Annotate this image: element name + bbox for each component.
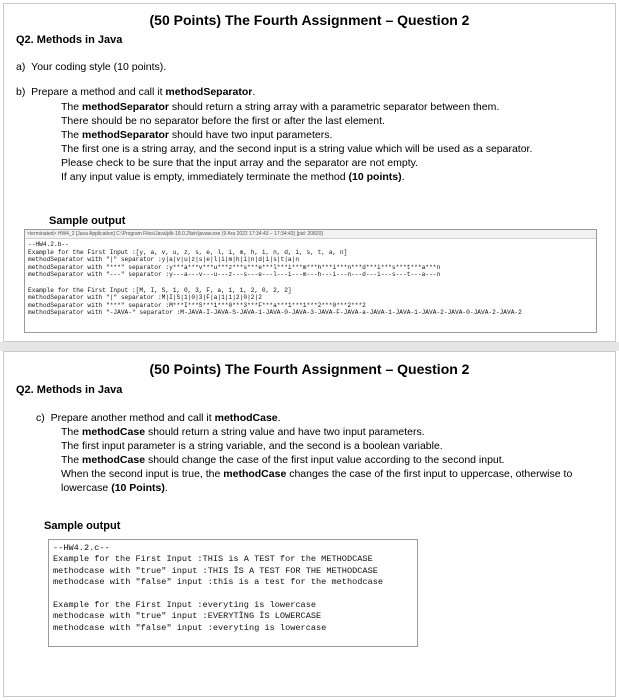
- console-line: methodSeparator with "|" separator :M|I|S|1|0|3|F|a|1|1|2|0|2|2: [28, 294, 262, 302]
- assignment-page-part-c: [3, 351, 616, 697]
- console-line: methodSeparator with "***" separator :M***I***S***1***0***3***F***a***1***1***2***0***2***2: [28, 301, 366, 309]
- console-line: Example for the First Input :THIS is A TEST for the METHODCASE: [53, 554, 373, 565]
- desc-line: The first input parameter is a string variable, and the second is a boolean variable.: [61, 440, 443, 452]
- console-line: Example for the First Input :[M, I, S, 1, 0, 3, F, a, 1, 1, 2, 0, 2, 2]: [28, 286, 292, 294]
- page-separator: [0, 342, 619, 351]
- console-line: methodSeparator with "***" separator :y***a***v***u***z***s***e***l***i***m***h***i***n***d***i***s***t***a***n: [28, 263, 441, 271]
- console-line: --HW4.2.c--: [53, 543, 110, 553]
- console-header: <terminated> HW4_2 [Java Application] C:\Program Files\Java\jdk-18.0.2\bin\javaw.exe (9 Ara 2022 17:34:43 – 17:34:43) [pid: 20820]: [25, 230, 596, 239]
- page-title: (50 Points) The Fourth Assignment – Question 2: [149, 12, 470, 28]
- desc-line: The methodCase should change the case of the first input value according to the second input.: [61, 454, 505, 466]
- page-title: (50 Points) The Fourth Assignment – Question 2: [149, 361, 470, 377]
- console-line: Example for the First Input :everyting is lowercase: [53, 600, 317, 610]
- desc-line: There should be no separator before the first or after the last element.: [61, 115, 385, 127]
- desc-line: The methodSeparator should return a string array with a parametric separator between them.: [61, 101, 500, 113]
- console-line: methodSeparator with "---" separator :y---a---v---u---z---s---e---l---i---m---h---i---n---d---i---s---t---a---n: [28, 271, 441, 279]
- console-line: methodcase with "true" input :THIS ĪS A TEST FOR THE METHODCASE: [53, 565, 378, 576]
- desc-line: The methodCase should return a string value and have two input parameters.: [61, 426, 425, 438]
- question-heading: Q2. Methods in Java: [16, 34, 123, 46]
- console-line: methodSeparator with "-JAVA-" separator :M-JAVA-I-JAVA-S-JAVA-1-JAVA-0-JAVA-3-JAVA-F-JAVA-a-JAVA-1-JAVA-1-JAVA-2-JAVA-0-JAVA-2-JAVA-2: [28, 309, 522, 317]
- console-line: methodcase with "true" input :EVERYTĪNG ĪS LOWERCASE: [53, 611, 322, 622]
- console-line: methodcase with "false" input :thīs is a test for the methodcase: [53, 577, 384, 588]
- console-line: --HW4.2.b--: [28, 241, 69, 248]
- item-c: c) Prepare another method and call it methodCase.: [36, 412, 281, 424]
- item-a: a) Your coding style (10 points).: [16, 61, 167, 73]
- desc-line: If any input value is empty, immediately terminate the method (10 points).: [61, 171, 405, 183]
- console-line: methodcase with "false" input :everyting is lowercase: [53, 622, 327, 633]
- question-heading: Q2. Methods in Java: [16, 384, 123, 396]
- desc-line: The methodSeparator should have two input parameters.: [61, 129, 333, 141]
- console-output: [24, 229, 597, 333]
- assignment-page-part-b: [3, 3, 616, 342]
- desc-line: The first one is a string array, and the second input is a string value which will be used as a separator.: [61, 143, 533, 155]
- sample-output-label: Sample output: [49, 215, 126, 227]
- item-b: b) Prepare a method and call it methodSeparator.: [16, 86, 256, 98]
- console-line: Example for the First Input :[y, a, v, u, z, s, e, l, i, m, h, i, n, d, i, s, t, a, n]: [28, 248, 348, 256]
- desc-line: When the second input is true, the methodCase changes the case of the first input to uppercase, otherwise to: [61, 468, 573, 480]
- console-line: methodSeparator with "|" separator :y|a|v|u|z|s|e|l|i|m|h|i|n|d|i|s|t|a|n: [28, 256, 300, 264]
- sample-output-label: Sample output: [44, 520, 121, 532]
- desc-line: Please check to be sure that the input array and the separator are not empty.: [61, 157, 419, 169]
- console-output: [48, 539, 418, 647]
- desc-line: lowercase (10 Points).: [61, 482, 168, 494]
